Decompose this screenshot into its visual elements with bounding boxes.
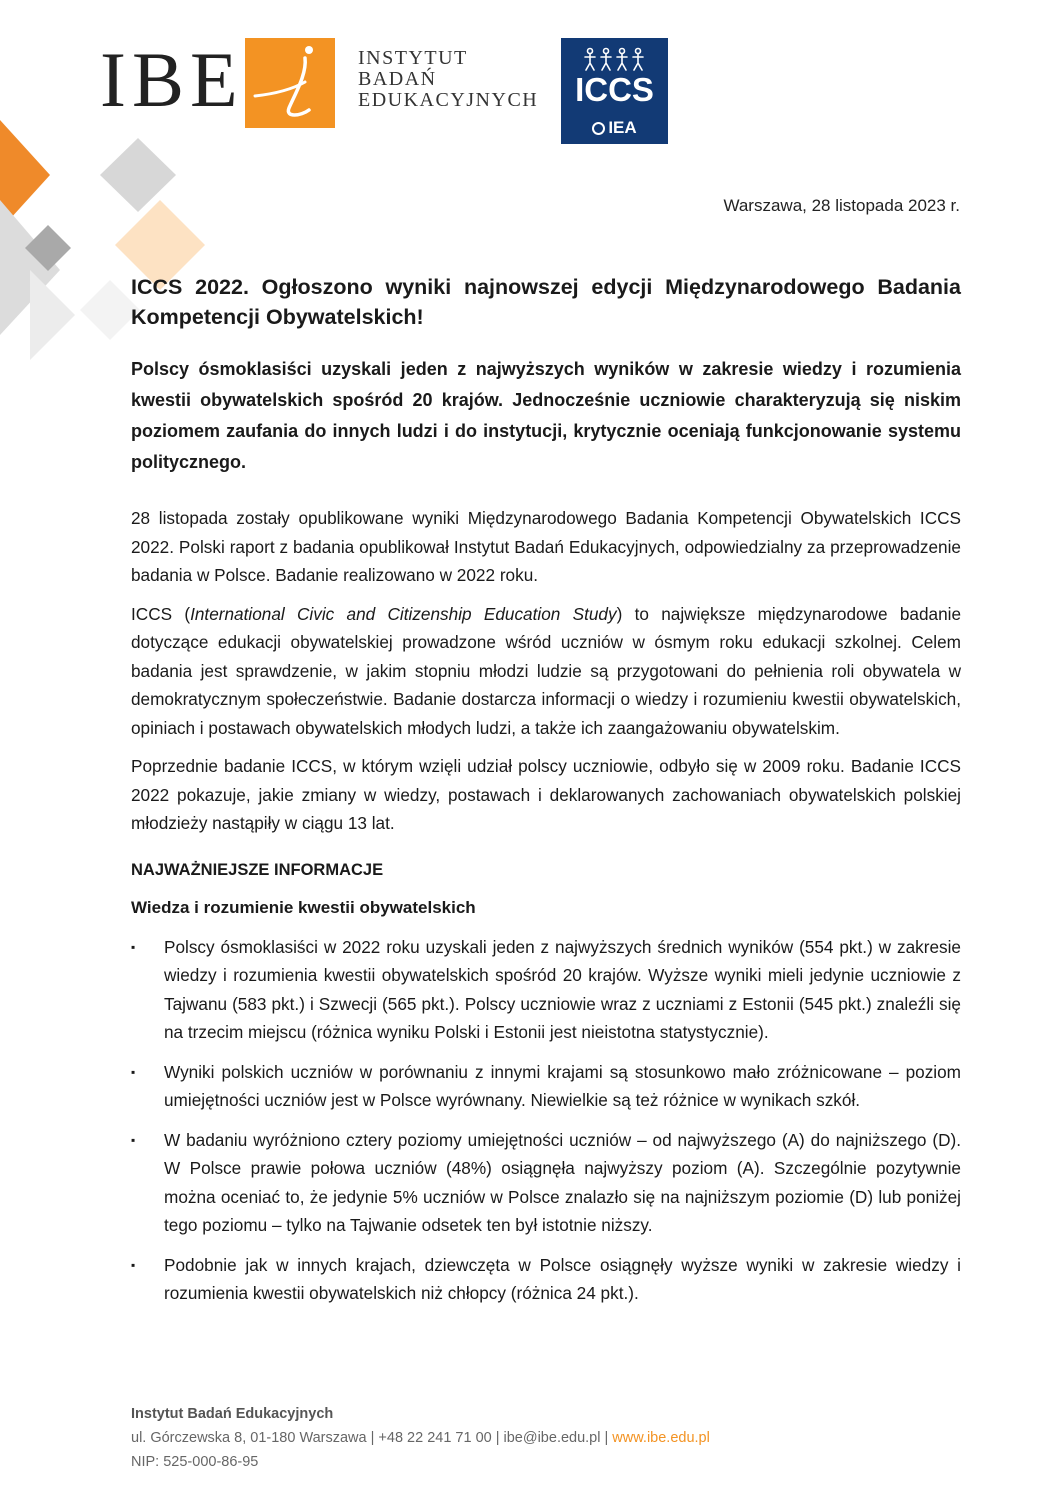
list-item [131,1126,961,1240]
ibe-logo-mark-icon [245,38,335,128]
list-item [131,1058,961,1115]
list-item-text: Podobnie jak w innych krajach, dziewczęta w Polsce osiągnęły wyższe wyniki w zakresie wiedzy i rozumienia kwestii obywatelskich niż chłopcy (różnica 24 pkt.). [164,1254,961,1303]
study-full-name: International Civic and Citizenship Education Study [190,603,617,624]
section-heading: NAJWAŻNIEJSZE INFORMACJE [131,860,384,879]
sub-heading: Wiedza i rozumienie kwestii obywatelskich [131,898,476,917]
bullet-icon: ▪ [131,1064,136,1079]
iea-logo-text: IEA [608,118,637,137]
ibe-name-line: EDUKACYJNYCH [358,89,539,111]
document-title: ICCS 2022. Ogłoszono wyniki najnowszej edycji Międzynarodowego Badania Kompetencji Obywatelskich! [131,275,961,329]
ibe-name-line: INSTYTUT [358,47,468,69]
footer [131,1402,961,1474]
paragraph [131,600,961,743]
list-item-text: Wyniki polskich uczniów w porównaniu z innymi krajami są stosunkowo mało zróżnicowane – poziom umiejętności uczniów jest w Polsce wyrównany. Niewielkie są też różnice w wynikach szkół. [164,1061,961,1110]
list-item-text: Polscy ósmoklasiści w 2022 roku uzyskali jeden z najwyższych średnich wyników (554 pkt.) w zakresie wiedzy i rozumienia kwestii obywatelskich spośród 20 krajów. Wyższe wyniki mieli jedynie uczniowie z Tajwanu (583 pkt.) i Szwecji (565 pkt.). Polscy uczniowie wraz z uczniami z Estonii (545 pkt.) znaleźli się na trzecim miejscu (różnica wyniku Polski i Estonii jest nieistotna statystycznie). [164,936,961,1042]
bullet-icon: ▪ [131,1132,136,1147]
ibe-name-line: BADAŃ [358,68,437,90]
paragraph: Poprzednie badanie ICCS, w którym wzięli udział polscy uczniowie, odbyło się w 2009 roku. Badanie ICCS 2022 pokazuje, jakie zmiany w wiedzy, postawach i deklarowanych zachowaniach obywatelskich polskiej młodzieży nastąpiły w ciągu 13 lat. [131,756,961,833]
globe-icon [592,122,605,135]
lead-paragraph: Polscy ósmoklasiści uzyskali jeden z najwyższych wyników w zakresie wiedzy i rozumienia kwestii obywatelskich spośród 20 krajów. Jednocześnie uczniowie charakteryzują się niskim poziomem zaufania do innych ludzi i do instytucji, krytycznie oceniają funkcjonowanie systemu politycznego. [131,359,961,472]
footer-org-name: Instytut Badań Edukacyjnych [131,1406,334,1422]
list-item-text: W badaniu wyróżniono cztery poziomy umiejętności uczniów – od najwyższego (A) do najniższego (D). W Polsce prawie połowa uczniów (48%) osiągnęła najwyższy poziom (A). Szczególnie pozytywnie można oceniać to, że jedynie 5% uczniów w Polsce znalazło się na najniższym poziomie (D) lub poniżej tego poziomu – tylko na Tajwanie odsetek ten był istotnie niższy. [164,1129,961,1235]
footer-contact-line [131,1426,961,1450]
bullet-icon: ▪ [131,1257,136,1272]
list-item [131,1251,961,1308]
footer-website-link[interactable]: www.ibe.edu.pl [612,1430,710,1446]
bullet-icon: ▪ [131,939,136,954]
paragraph: 28 listopada zostały opublikowane wyniki Międzynarodowego Badania Kompetencji Obywatelskich ICCS 2022. Polski raport z badania opublikował Instytut Badań Edukacyjnych, odpowiedzialny za przeprowadzenie badania w Polsce. Badanie realizowano w 2022 roku. [131,508,961,585]
list-item [131,933,961,1047]
iccs-logo-text: ICCS [575,71,654,108]
date-line: Warszawa, 28 listopada 2023 r. [723,196,960,215]
iea-logo [561,118,668,138]
people-icon [581,46,648,72]
paragraph-text: ICCS ( [131,603,191,624]
ibe-logo-text: IBE [100,36,244,123]
footer-address: ul. Górczewska 8, 01-180 Warszawa | +48 22 241 71 00 | ibe@ibe.edu.pl | [131,1430,613,1446]
bullet-list [131,933,961,1308]
iccs-iea-logo [561,38,668,144]
paragraph-text: ) to największe międzynarodowe badanie dotyczące edukacji obywatelskiej prowadzone wśród uczniów w ósmym roku edukacji szkolnej. Celem badania jest sprawdzenie, w jakim stopniu młodzi ludzie są przygotowani do pełnienia roli obywatela w demokratycznym społeczeństwie. Badanie dostarcza informacji o wiedzy i rozumieniu kwestii obywatelskich, opiniach i postawach obywatelskich młodych ludzi, a także ich zaangażowaniu obywatelskim. [131,603,962,738]
footer-nip: NIP: 525-000-86-95 [131,1454,259,1470]
ibe-logo-name [358,48,538,111]
document-body [131,272,961,1319]
